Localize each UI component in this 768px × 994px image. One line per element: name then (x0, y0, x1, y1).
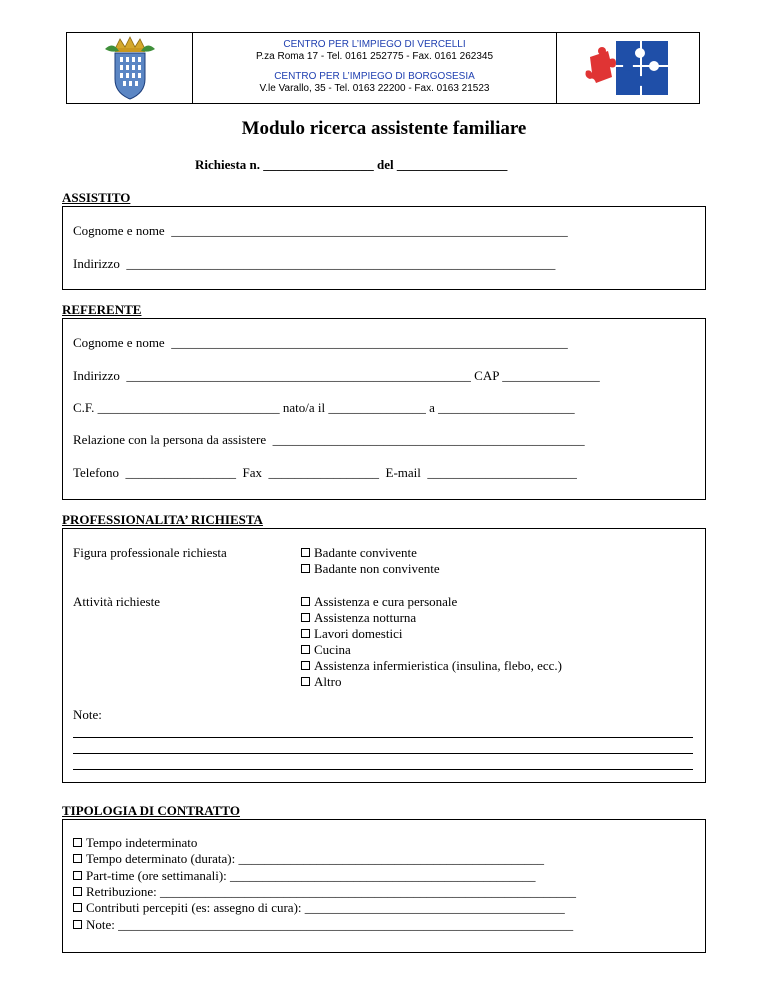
checkbox-icon[interactable] (73, 838, 82, 847)
section-contratto-heading: TIPOLOGIA DI CONTRATTO (62, 803, 240, 818)
center-vercelli-name: CENTRO PER L’IMPIEGO DI VERCELLI (283, 39, 466, 50)
center-vercelli-address: P.za Roma 17 - Tel. 0161 252775 - Fax. 0161 262345 (255, 51, 494, 62)
puzzle-logo (557, 33, 699, 103)
option-tempo-indeterminato[interactable]: Tempo indeterminato (73, 835, 197, 851)
section-assistito-heading: ASSISTITO (62, 190, 131, 205)
note-label: Note: (73, 707, 102, 722)
option-badante-convivente[interactable]: Badante convivente (301, 545, 417, 561)
option-retribuzione[interactable]: Retribuzione: ________________________________________________________________ (73, 884, 576, 900)
puzzle-pieces-icon (582, 37, 674, 99)
option-cucina[interactable]: Cucina (301, 642, 351, 658)
checkbox-icon[interactable] (301, 597, 310, 606)
form-title: Modulo ricerca assistente familiare (241, 118, 527, 139)
note-line-2[interactable] (73, 753, 693, 754)
option-assistenza-notturna[interactable]: Assistenza notturna (301, 610, 416, 626)
checkbox-icon[interactable] (73, 920, 82, 929)
figura-label: Figura professionale richiesta (73, 545, 227, 560)
section-professionalita-heading: PROFESSIONALITA’ RICHIESTA (62, 512, 263, 527)
attivita-label: Attività richieste (73, 594, 161, 609)
referente-name-field[interactable]: Cognome e nome _____________________________________________________________ (73, 335, 568, 350)
option-tempo-determinato[interactable]: Tempo determinato (durata): _______________________________________________ (73, 851, 544, 867)
employment-centers-info (193, 33, 557, 103)
referente-address-field[interactable]: Indirizzo _____________________________________________________ CAP _______________ (73, 368, 600, 383)
center-borgosesia-name: CENTRO PER L’IMPIEGO DI BORGOSESIA (274, 71, 475, 82)
checkbox-icon[interactable] (301, 645, 310, 654)
section-referente-heading: REFERENTE (62, 302, 142, 317)
checkbox-icon[interactable] (301, 661, 310, 670)
checkbox-icon[interactable] (301, 548, 310, 557)
option-altro[interactable]: Altro (301, 674, 341, 690)
province-coat-of-arms-icon (95, 35, 165, 101)
assistito-box (62, 206, 706, 290)
checkbox-icon[interactable] (73, 871, 82, 880)
checkbox-icon[interactable] (301, 564, 310, 573)
center-borgosesia-address: V.le Varallo, 35 - Tel. 0163 22200 - Fax. 0163 21523 (259, 83, 490, 94)
option-assistenza-cura[interactable]: Assistenza e cura personale (301, 594, 457, 610)
checkbox-icon[interactable] (301, 613, 310, 622)
referente-cf-field[interactable]: C.F. ____________________________ nato/a il _______________ a _____________________ (73, 400, 575, 415)
option-contributi[interactable]: Contributi percepiti (es: assegno di cura): ________________________________________ (73, 900, 565, 916)
referente-relation-field[interactable]: Relazione con la persona da assistere ________________________________________________ (73, 432, 585, 447)
note-line-3[interactable] (73, 769, 693, 770)
checkbox-icon[interactable] (73, 903, 82, 912)
option-note[interactable]: Note: ______________________________________________________________________ (73, 917, 573, 933)
coat-of-arms-logo (67, 33, 193, 103)
letterhead (66, 32, 700, 104)
option-badante-non-convivente[interactable]: Badante non convivente (301, 561, 440, 577)
request-number-line[interactable]: Richiesta n. _________________ del _________________ (195, 157, 508, 172)
note-line-1[interactable] (73, 737, 693, 738)
option-assistenza-infermieristica[interactable]: Assistenza infermieristica (insulina, flebo, ecc.) (301, 658, 562, 674)
assistito-name-field[interactable]: Cognome e nome _____________________________________________________________ (73, 223, 568, 238)
assistito-address-field[interactable]: Indirizzo __________________________________________________________________ (73, 256, 556, 271)
checkbox-icon[interactable] (73, 854, 82, 863)
option-lavori-domestici[interactable]: Lavori domestici (301, 626, 402, 642)
checkbox-icon[interactable] (73, 887, 82, 896)
checkbox-icon[interactable] (301, 677, 310, 686)
referente-contacts-field[interactable]: Telefono _________________ Fax _________________ E-mail _______________________ (73, 465, 577, 480)
option-part-time[interactable]: Part-time (ore settimanali): _______________________________________________ (73, 868, 536, 884)
checkbox-icon[interactable] (301, 629, 310, 638)
